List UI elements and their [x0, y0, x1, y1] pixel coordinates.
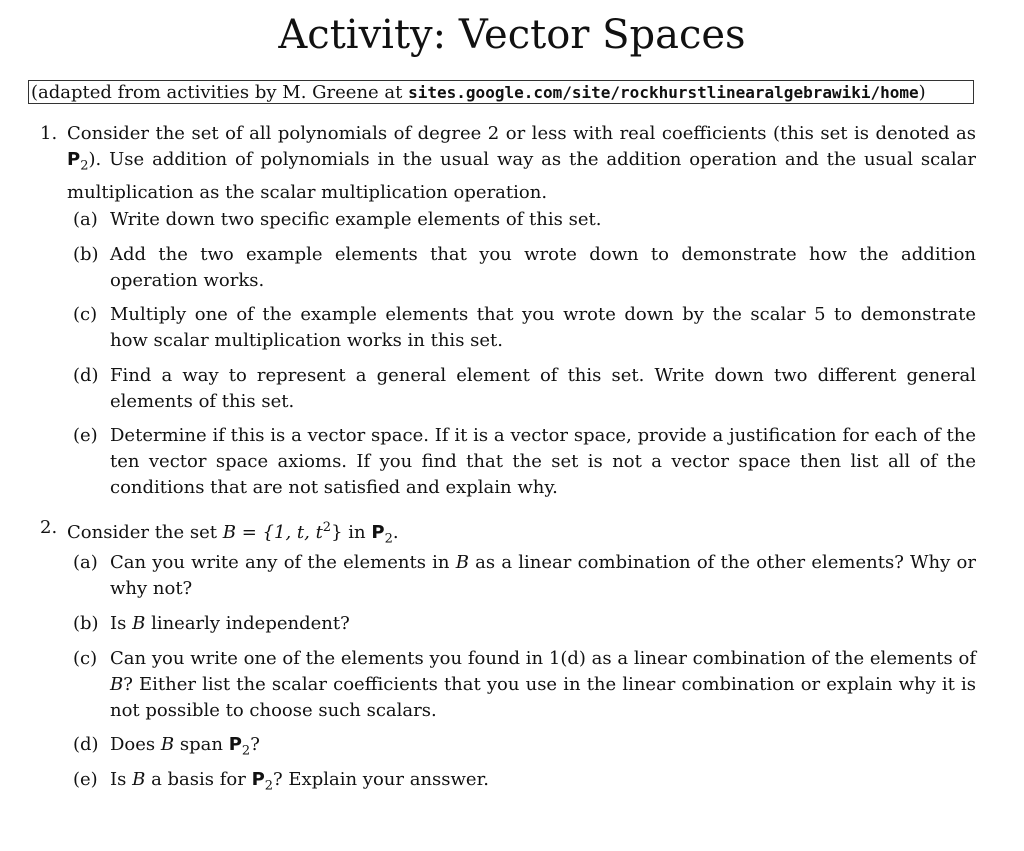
set-definition: = {1, t, t — [241, 522, 323, 543]
item-label: (e) — [73, 425, 98, 446]
question-2c — [73, 646, 976, 724]
question-number: 2. — [40, 517, 58, 538]
question-1 — [40, 121, 976, 206]
item-text — [110, 732, 976, 765]
set-b-symbol: B — [455, 552, 469, 573]
item-label: (c) — [73, 304, 98, 325]
question-1a — [73, 207, 976, 233]
item-text — [110, 611, 976, 637]
p2-symbol: P — [371, 522, 385, 543]
question-text-part: . — [392, 522, 399, 543]
question-1b — [73, 242, 976, 294]
source-prefix: (adapted from activities by M. Greene at — [31, 82, 409, 103]
item-label: (d) — [73, 734, 99, 755]
item-text — [110, 767, 976, 800]
item-text: Multiply one of the example elements that you wrote down by the scalar 5 to demonstrate how scalar multiplication works in this set. — [110, 304, 976, 351]
question-text — [67, 515, 976, 553]
item-text-part: as a linear combination of the other elements? Why or why not? — [110, 552, 976, 599]
item-text-part: span — [179, 734, 223, 755]
source-url: sites.google.com/site/rockhurstlinearalgebrawiki/home — [408, 83, 919, 102]
question-2 — [40, 515, 976, 553]
item-text-part: Can you write any of the elements in — [110, 552, 450, 573]
exponent: 2 — [322, 520, 332, 535]
item-text — [110, 550, 976, 602]
p2-symbol: P — [228, 734, 242, 755]
p2-subscript: 2 — [80, 158, 89, 174]
item-text-part: a basis for — [151, 769, 246, 790]
item-label: (a) — [73, 552, 98, 573]
item-text-part: Does — [110, 734, 156, 755]
question-text-part: in — [348, 522, 366, 543]
item-text-part: ? Explain your ansswer. — [273, 769, 489, 790]
item-label: (e) — [73, 769, 98, 790]
item-text-part: Is — [110, 613, 127, 634]
p2-subscript: 2 — [384, 531, 393, 547]
question-text-part: ). Use addition of polynomials in the usual way as the addition operation and the usual scalar multiplication as the scalar multiplication operation. — [67, 149, 976, 203]
item-label: (a) — [73, 209, 98, 230]
item-text-part: ? — [250, 734, 260, 755]
question-1c — [73, 302, 976, 354]
item-label: (d) — [73, 365, 99, 386]
set-b-symbol: B — [160, 734, 175, 755]
p2-subscript: 2 — [241, 743, 251, 759]
item-text-part: linearly independent? — [151, 613, 350, 634]
item-text-part: Can you write one of the elements you found in 1(d) as a linear combination of the elements of — [110, 648, 976, 669]
question-text-part: Consider the set — [67, 522, 218, 543]
item-text: Find a way to represent a general element of this set. Write down two different general elements of this set. — [110, 365, 976, 412]
set-b-symbol: B — [110, 674, 124, 695]
page-title: Activity: Vector Spaces — [278, 12, 746, 58]
p2-subscript: 2 — [264, 778, 274, 794]
set-b-symbol: B — [132, 613, 146, 634]
question-1e — [73, 423, 976, 501]
item-text: Add the two example elements that you wrote down to demonstrate how the addition operation works. — [110, 244, 976, 291]
p2-symbol: P — [67, 149, 81, 170]
question-2e — [73, 767, 976, 800]
item-label: (c) — [73, 648, 98, 669]
question-2d — [73, 732, 976, 765]
item-label: (b) — [73, 244, 99, 265]
item-text-part: ? Either list the scalar coefficients that you use in the linear combination or explain why it is not possible to choose such scalars. — [110, 674, 976, 721]
question-2a — [73, 550, 976, 602]
set-b-symbol: B — [132, 769, 146, 790]
item-text-part: Is — [110, 769, 127, 790]
question-number: 1. — [40, 123, 58, 144]
question-2b — [73, 611, 976, 637]
question-text-part: Consider the set of all polynomials of degree 2 or less with real coefficients (this set is denoted as — [67, 123, 976, 144]
question-text — [67, 121, 976, 206]
set-b-symbol: B — [222, 522, 236, 543]
set-close-brace: } — [331, 522, 343, 543]
item-text — [110, 646, 976, 724]
item-label: (b) — [73, 613, 99, 634]
p2-symbol: P — [251, 769, 265, 790]
question-1d — [73, 363, 976, 415]
source-attribution — [28, 80, 974, 104]
item-text: Determine if this is a vector space. If it is a vector space, provide a justification for each of the ten vector space axioms. If you find that the set is not a vector space then list all of the conditions that are not satisfied and explain why. — [110, 425, 976, 498]
item-text: Write down two specific example elements of this set. — [110, 209, 602, 230]
source-suffix: ) — [918, 82, 926, 103]
